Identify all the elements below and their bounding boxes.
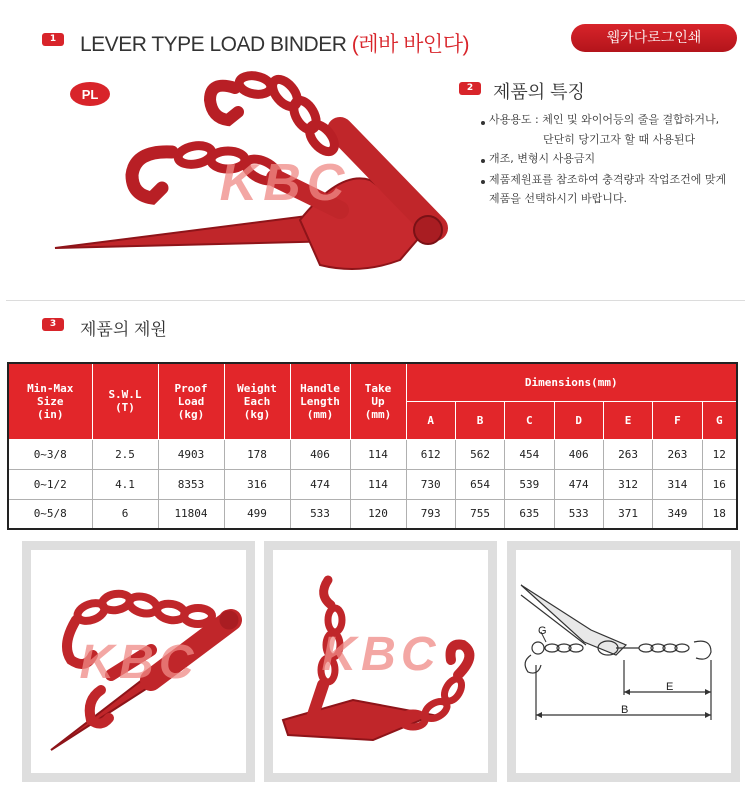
feature-selection-cont: 제품을 선택하시기 바랍니다.: [489, 192, 628, 205]
dimension-label-e: E: [666, 681, 674, 693]
section-number-badge: 1: [42, 33, 64, 46]
title-english: LEVER TYPE LOAD BINDER: [80, 33, 347, 56]
section-number-badge: 3: [42, 318, 64, 331]
header-swl: S.W.L (T): [92, 363, 158, 439]
dimension-label-b: B: [621, 704, 629, 716]
kbc-watermark: KBC: [79, 636, 199, 689]
hero-product-image: [40, 60, 470, 290]
kbc-watermark: KBC: [219, 154, 351, 212]
cell: 406: [290, 439, 350, 469]
cell: 0~5/8: [8, 499, 92, 529]
table-row: [8, 469, 737, 499]
table-row: [8, 499, 737, 529]
cell: 371: [603, 499, 652, 529]
header-proof-load: Proof Load (kg): [158, 363, 224, 439]
page-title: [80, 28, 469, 58]
cell: 533: [290, 499, 350, 529]
cell: 474: [554, 469, 603, 499]
cell: 539: [505, 469, 554, 499]
svg-text:PL: PL: [81, 87, 99, 102]
dim-col-g: G: [702, 401, 737, 439]
cell: 0~3/8: [8, 439, 92, 469]
cell: 349: [653, 499, 702, 529]
cell: 755: [455, 499, 504, 529]
cell: 533: [554, 499, 603, 529]
dim-col-e: E: [603, 401, 652, 439]
spec-title: 제품의 제원: [80, 320, 167, 339]
section-divider: [6, 300, 745, 301]
feature-no-modification: 개조, 변형시 사용금지: [489, 152, 596, 165]
cell: 612: [406, 439, 455, 469]
dim-col-d: D: [554, 401, 603, 439]
cell: 263: [603, 439, 652, 469]
cell: 8353: [158, 469, 224, 499]
kbc-watermark: KBC: [321, 628, 441, 681]
header-size: Min-Max Size (in): [8, 363, 92, 439]
header-handle-length: Handle Length (mm): [290, 363, 350, 439]
dim-col-c: C: [505, 401, 554, 439]
product-photo-2: [264, 541, 497, 782]
cell: 454: [505, 439, 554, 469]
header-take-up: Take Up (mm): [350, 363, 406, 439]
cell: 406: [554, 439, 603, 469]
header-weight: Weight Each (kg): [224, 363, 290, 439]
section-number-badge: 2: [459, 82, 481, 95]
spec-table: [7, 362, 738, 530]
feature-selection: 제품제원표를 참조하여 충격량과 작업조건에 맞게: [489, 173, 727, 186]
cell: 2.5: [92, 439, 158, 469]
bullet-icon: [481, 159, 485, 163]
bullet-icon: [481, 121, 485, 125]
cell: 178: [224, 439, 290, 469]
dim-col-a: A: [406, 401, 455, 439]
cell: 562: [455, 439, 504, 469]
cell: 730: [406, 469, 455, 499]
cell: 18: [702, 499, 737, 529]
features-title: 제품의 특징: [493, 82, 585, 102]
cell: 316: [224, 469, 290, 499]
cell: 263: [653, 439, 702, 469]
feature-usage: 사용용도 : 체인 및 와이어등의 줄을 결합하거나,: [489, 113, 720, 126]
cell: 11804: [158, 499, 224, 529]
dimension-diagram: [507, 541, 740, 782]
cell: 312: [603, 469, 652, 499]
pl-logo: [70, 82, 110, 106]
cell: 499: [224, 499, 290, 529]
bullet-icon: [481, 180, 485, 184]
cell: 654: [455, 469, 504, 499]
header-dimensions: Dimensions(mm): [406, 363, 737, 401]
cell: 6: [92, 499, 158, 529]
cell: 114: [350, 469, 406, 499]
cell: 793: [406, 499, 455, 529]
cell: 474: [290, 469, 350, 499]
feature-usage-cont: 단단히 당기고자 할 때 사용된다: [543, 133, 696, 146]
dim-col-f: F: [653, 401, 702, 439]
cell: 4903: [158, 439, 224, 469]
cell: 114: [350, 439, 406, 469]
cell: 12: [702, 439, 737, 469]
cell: 0~1/2: [8, 469, 92, 499]
cell: 314: [653, 469, 702, 499]
cell: 4.1: [92, 469, 158, 499]
web-catalog-print-button[interactable]: 웹카다로그인쇄: [571, 24, 737, 52]
dim-col-b: B: [455, 401, 504, 439]
cell: 120: [350, 499, 406, 529]
dimension-label-g: G: [538, 625, 547, 637]
cell: 635: [505, 499, 554, 529]
product-photo-1: [22, 541, 255, 782]
title-korean: (레바 바인다): [351, 33, 469, 56]
cell: 16: [702, 469, 737, 499]
table-row: [8, 439, 737, 469]
